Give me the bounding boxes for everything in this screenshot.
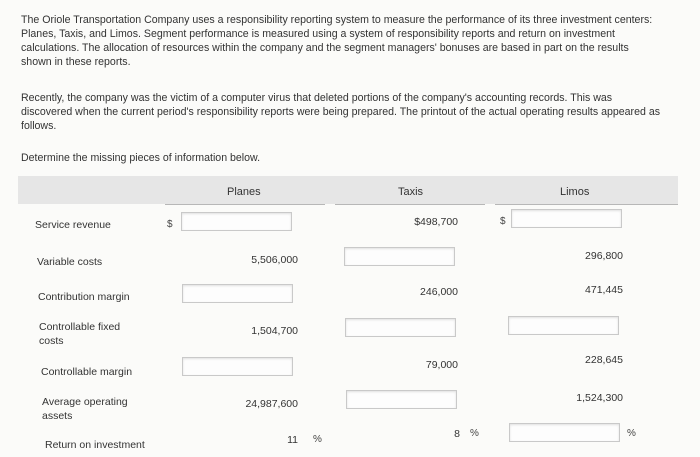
- column-header-limos: Limos: [560, 186, 590, 198]
- limos-variable-costs-value: 296,800: [585, 250, 623, 262]
- taxis-percent-sign: %: [470, 428, 479, 439]
- taxis-roi-value: 8: [454, 428, 460, 440]
- intro-paragraph-2: Recently, the company was the victim of a computer virus that deleted portions of the company's accounting records. This was discovered when the current period's responsibility reports were being prepared. The printout of the actual operating results appeared as follows.: [21, 92, 661, 132]
- intro-paragraph-1: The Oriole Transportation Company uses a responsibility reporting system to measure the performance of its three investment centers: Planes, Taxis, and Limos. Segment performance is measured using a system of responsibility reports and return on investment calculations. The allocation of resources within the company and the segment managers' bonuses are based in part on the results shown in these reports.: [21, 14, 653, 68]
- planes-dollar-sign: $: [167, 219, 173, 230]
- planes-contribution-margin-input[interactable]: [182, 284, 293, 303]
- limos-roi-input[interactable]: [509, 423, 620, 442]
- row-label-service-revenue: Service revenue: [35, 219, 111, 231]
- taxis-controllable-fixed-input[interactable]: [345, 318, 456, 337]
- planes-variable-costs-value: 5,506,000: [251, 254, 298, 266]
- row-label-contribution-margin: Contribution margin: [38, 291, 130, 303]
- limos-avg-assets-value: 1,524,300: [576, 392, 623, 404]
- limos-service-revenue-input[interactable]: [511, 209, 622, 228]
- taxis-controllable-margin-value: 79,000: [425, 359, 458, 371]
- limos-controllable-margin-value: 228,645: [585, 354, 623, 366]
- limos-contribution-margin-value: 471,445: [585, 284, 623, 296]
- planes-roi-value: 11: [287, 434, 298, 446]
- row-label-controllable-margin: Controllable margin: [41, 366, 133, 378]
- taxis-service-revenue-value: $498,700: [414, 216, 458, 228]
- taxis-variable-costs-input[interactable]: [344, 247, 455, 266]
- limos-controllable-fixed-input[interactable]: [508, 316, 619, 335]
- column-header-planes: Planes: [227, 186, 261, 198]
- row-label-controllable-fixed-costs: Controllable fixed costs: [39, 321, 121, 347]
- instruction-text: Determine the missing pieces of information below.: [21, 152, 261, 164]
- limos-dollar-sign: $: [500, 216, 506, 227]
- column-header-taxis: Taxis: [398, 186, 424, 198]
- planes-controllable-fixed-value: 1,504,700: [251, 325, 298, 337]
- row-label-return-on-investment: Return on investment: [45, 439, 145, 451]
- taxis-contribution-margin-value: 246,000: [420, 286, 458, 298]
- planes-avg-assets-value: 24,987,600: [245, 398, 298, 410]
- planes-service-revenue-input[interactable]: [181, 212, 292, 231]
- limos-header-underline: [495, 204, 678, 205]
- limos-percent-sign: %: [627, 428, 636, 439]
- taxis-header-underline: [335, 204, 485, 205]
- taxis-avg-assets-input[interactable]: [346, 390, 457, 409]
- planes-header-underline: [165, 204, 325, 205]
- planes-percent-sign: %: [313, 434, 322, 445]
- row-label-average-operating-assets: Average operating assets: [42, 396, 128, 422]
- row-label-variable-costs: Variable costs: [37, 256, 103, 268]
- planes-controllable-margin-input[interactable]: [182, 357, 293, 376]
